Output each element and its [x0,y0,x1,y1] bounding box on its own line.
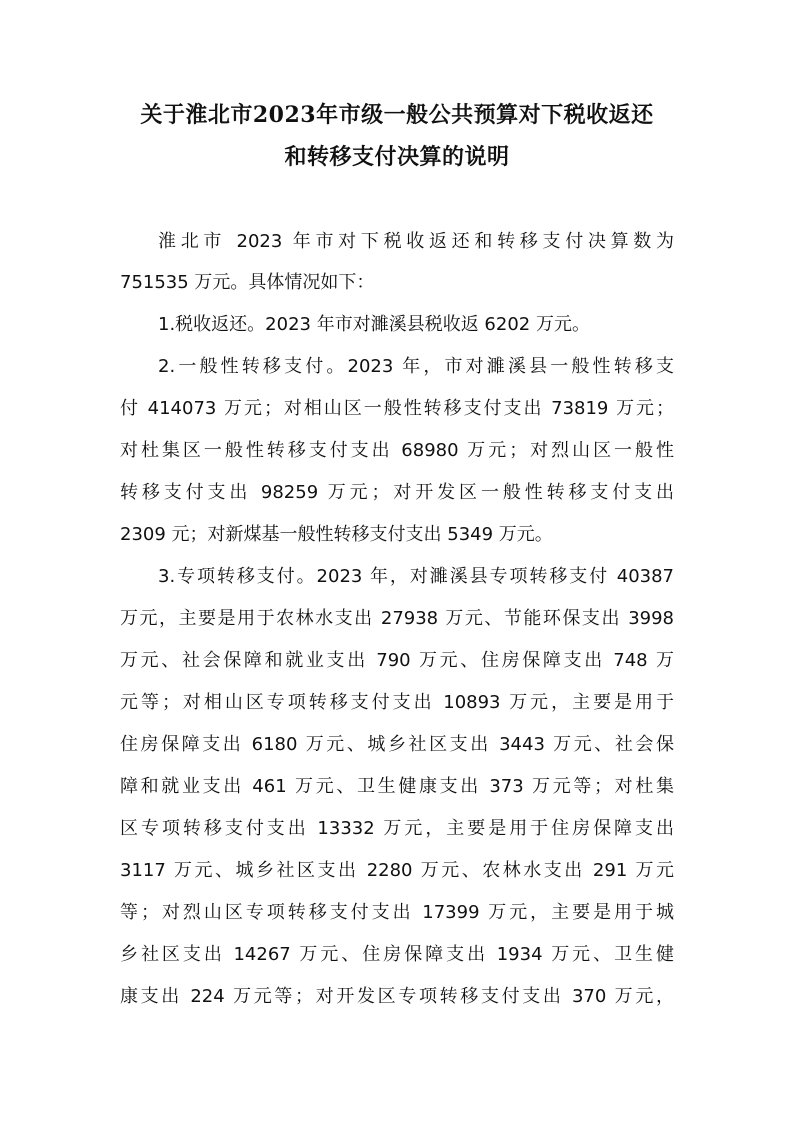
body-line: 751535 万元。具体情况如下： [120,272,375,293]
body-line: 淮北市 2023 年市对下税收返还和转移支付决算数为 [158,231,674,252]
body-line: 3.专项转移支付。2023 年，对濉溪县专项转移支付 40387 [158,566,674,587]
body-line: 转移支付支出 98259 万元；对开发区一般性转移支付支出 [120,482,674,503]
document-title-line-2: 和转移支付决算的说明 [284,144,510,170]
body-line: 付 414073 万元；对相山区一般性转移支付支出 73819 万元； [120,398,674,419]
body-line: 对杜集区一般性转移支付支出 68980 万元；对烈山区一般性 [120,440,674,461]
body-line: 元等；对相山区专项转移支付支出 10893 万元，主要是用于 [120,692,674,713]
body-line: 区专项转移支付支出 13332 万元，主要是用于住房保障支出 [120,818,674,839]
body-line: 乡社区支出 14267 万元、住房保障支出 1934 万元、卫生健 [120,944,674,965]
body-line: 住房保障支出 6180 万元、城乡社区支出 3443 万元、社会保 [120,734,674,755]
body-line: 3117 万元、城乡社区支出 2280 万元、农林水支出 291 万元 [120,860,674,881]
body-line: 等；对烈山区专项转移支付支出 17399 万元，主要是用于城 [120,902,674,923]
body-line: 2309 元；对新煤基一般性转移支付支出 5349 万元。 [120,524,553,545]
document-title-line-1: 关于淮北市2023年市级一般公共预算对下税收返还 [140,102,654,128]
body-line: 障和就业支出 461 万元、卫生健康支出 373 万元等；对杜集 [120,776,674,797]
body-line: 康支出 224 万元等；对开发区专项转移支付支出 370 万元， [120,986,674,1007]
body-line: 万元、社会保障和就业支出 790 万元、住房保障支出 748 万 [120,650,674,671]
body-line: 万元，主要是用于农林水支出 27938 万元、节能环保支出 3998 [120,608,674,629]
body-line: 2.一般性转移支付。2023 年，市对濉溪县一般性转移支 [158,356,674,377]
body-line: 1.税收返还。2023 年市对濉溪县税收返 6202 万元。 [158,314,590,335]
